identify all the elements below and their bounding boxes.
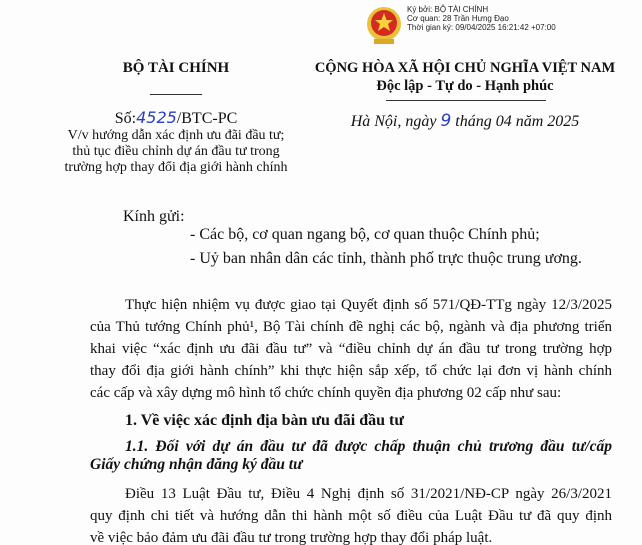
body-line: các cấp và xây dựng mô hình tổ chức chính quyền địa phương 02 cấp như sau: — [90, 385, 562, 401]
national-emblem-icon — [362, 4, 406, 48]
country-name: CỘNG HÒA XÃ HỘI CHỦ NGHĨA VIỆT NAM — [314, 60, 616, 76]
recipients-label: Kính gửi: — [123, 208, 185, 225]
body-line: quy định chi tiết và hướng dẫn thi hành một số điều của Luật Đầu tư đã quy định — [90, 508, 612, 524]
motto: Độc lập - Tự do - Hạnh phúc — [376, 78, 554, 94]
recipient-item: - Các bộ, cơ quan ngang bộ, cơ quan thuộc Chính phủ; — [190, 226, 540, 243]
signature-info — [407, 5, 556, 32]
number-handwritten: 4525 — [136, 108, 177, 127]
subsection-heading: 1.1. Đối với dự án đầu tư đã được chấp thuận chủ trương đầu tư/cấp — [125, 438, 612, 455]
subsection-heading: Giấy chứng nhận đăng ký đầu tư — [90, 456, 303, 473]
ministry-name: BỘ TÀI CHÍNH — [122, 60, 230, 76]
date-prefix: Hà Nội, ngày — [350, 113, 441, 130]
signer-agency: Cơ quan: 28 Trần Hưng Đạo — [407, 14, 509, 23]
number-prefix: Số: — [114, 110, 137, 127]
divider — [150, 94, 202, 95]
body-line: về việc bảo đảm ưu đãi đầu tư trong trường hợp thay đổi pháp luật. — [90, 530, 493, 545]
document-number — [115, 108, 238, 128]
body-line: Thực hiện nhiệm vụ được giao tại Quyết định số 571/QĐ-TTg ngày 12/3/2025 — [125, 297, 612, 313]
date-suffix: tháng 04 năm 2025 — [451, 113, 580, 130]
subject-line: thủ tục điều chỉnh dự án đầu tư trong — [72, 144, 280, 159]
body-line: Điều 13 Luật Đầu tư, Điều 4 Nghị định số 31/2021/NĐ-CP ngày 26/3/2021 — [125, 486, 612, 502]
signing-time: Thời gian ký: 09/04/2025 16:21:42 +07:00 — [407, 23, 556, 32]
signed-by: Ký bởi: BỘ TÀI CHÍNH — [407, 5, 489, 14]
body-line: khai việc “xác định ưu đãi đầu tư” và “điều chỉnh dự án đầu tư trong trường hợp — [90, 341, 612, 357]
section-heading: 1. Về việc xác định địa bàn ưu đãi đầu tư — [125, 412, 404, 429]
recipient-item: - Uỷ ban nhân dân các tỉnh, thành phố trực thuộc trung ương. — [190, 250, 582, 267]
date-day-handwritten: 9 — [440, 111, 452, 131]
number-suffix: /BTC-PC — [176, 110, 238, 127]
document-date — [351, 111, 580, 131]
divider — [386, 100, 546, 101]
subject-line: V/v hướng dẫn xác định ưu đãi đầu tư; — [67, 128, 285, 143]
subject-line: trường hợp thay đổi địa giới hành chính — [64, 160, 288, 175]
body-line: thay đổi địa giới hành chính” khi thực hiện sắp xếp, tổ chức lại đơn vị hành chính — [90, 363, 612, 379]
body-line: của Thủ tướng Chính phủ¹, Bộ Tài chính đề nghị các bộ, ngành và địa phương triển — [90, 319, 612, 335]
